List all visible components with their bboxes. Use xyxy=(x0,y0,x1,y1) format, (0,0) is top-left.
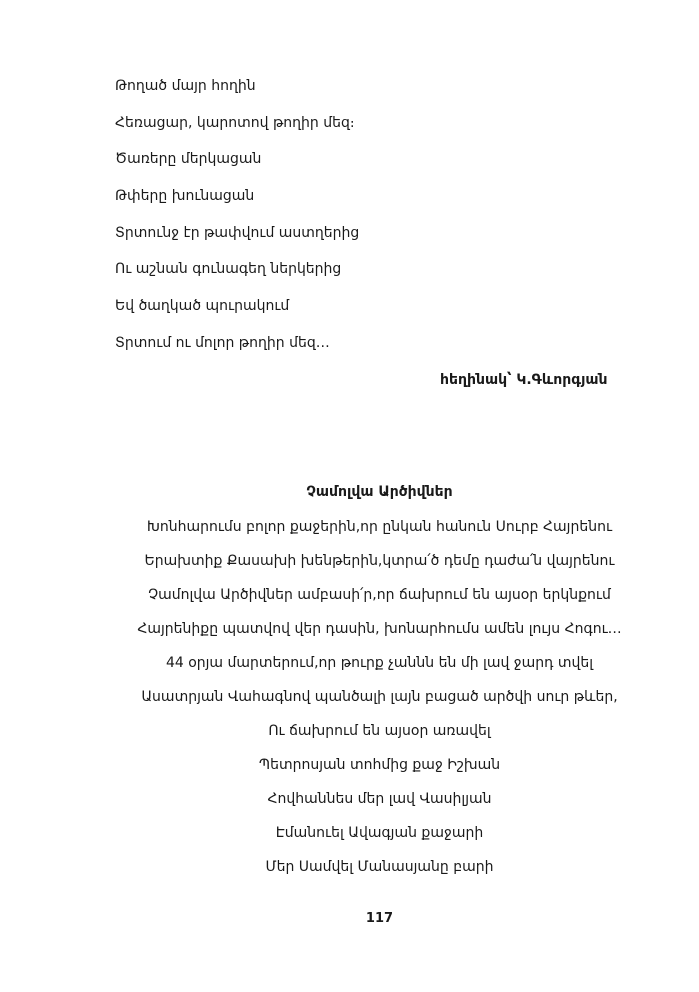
poem-line: Թողած մայր հողին xyxy=(115,78,256,94)
poem-line: Տրտում ու մոլոր թողիր մեզ… xyxy=(115,334,330,351)
poem-line: Եվ ծաղկած պուրակում xyxy=(115,298,290,315)
poem-line: Մեր Սամվել Մանասյանը բարի xyxy=(265,859,494,875)
poem-line: Հայրենիքը պատվով վեր դասին, խոնարհումս ամեն լույս Հոգու… xyxy=(137,621,622,637)
poem-line: Հովհաննես մեր լավ Վասիլյան xyxy=(267,791,492,807)
poem-line: Երախտիք Քասախի խենթերին,կտրա՛ծ դեմը դաժա՛ն վայրենու xyxy=(144,553,615,569)
poem-first xyxy=(115,76,675,370)
poem-line: Ու ճախրում են այսօր առավել xyxy=(268,723,491,739)
poem-line: 44 օրյա մարտերում,որ թուրք չաննն են մի լավ ջարդ տվել xyxy=(165,655,594,671)
poem-line: Խոնհարումս բոլոր քաջերին,որ ընկան հանուն Սուրբ Հայրենու xyxy=(146,519,613,535)
poem-line: Էմանուել Ավագյան քաջարի xyxy=(275,825,484,841)
poem-line: Ու աշնան գունագեղ ներկերից xyxy=(115,261,342,278)
poem-title: Չամոլվա Արծիվներ xyxy=(306,484,453,500)
poem-line: Հեռացար, կարոտով թողիր մեզ։ xyxy=(115,114,355,131)
poem-line: Պետրոսյան տոհմից քաջ Իշխան xyxy=(258,757,501,773)
poem-author: հեղինակ՝ Կ.Գևորգյան xyxy=(440,372,608,388)
page-number: 117 xyxy=(365,911,394,926)
poem-line: Տրտունջ էր թափվում աստղերից xyxy=(115,224,360,241)
poem-line: Չամոլվա Արծիվներ ամբասի՛ր,որ ճախրում են այսօր երկնքում xyxy=(148,587,611,603)
poem-second xyxy=(0,517,699,891)
poem-line: Ծառերը մերկացան xyxy=(115,151,262,168)
poem-line: Թփերը խունացան xyxy=(115,188,255,205)
poem-line: Ասատրյան Վահագնով պանծալի լայն բացած արծվի սուր թևեր, xyxy=(141,689,618,705)
